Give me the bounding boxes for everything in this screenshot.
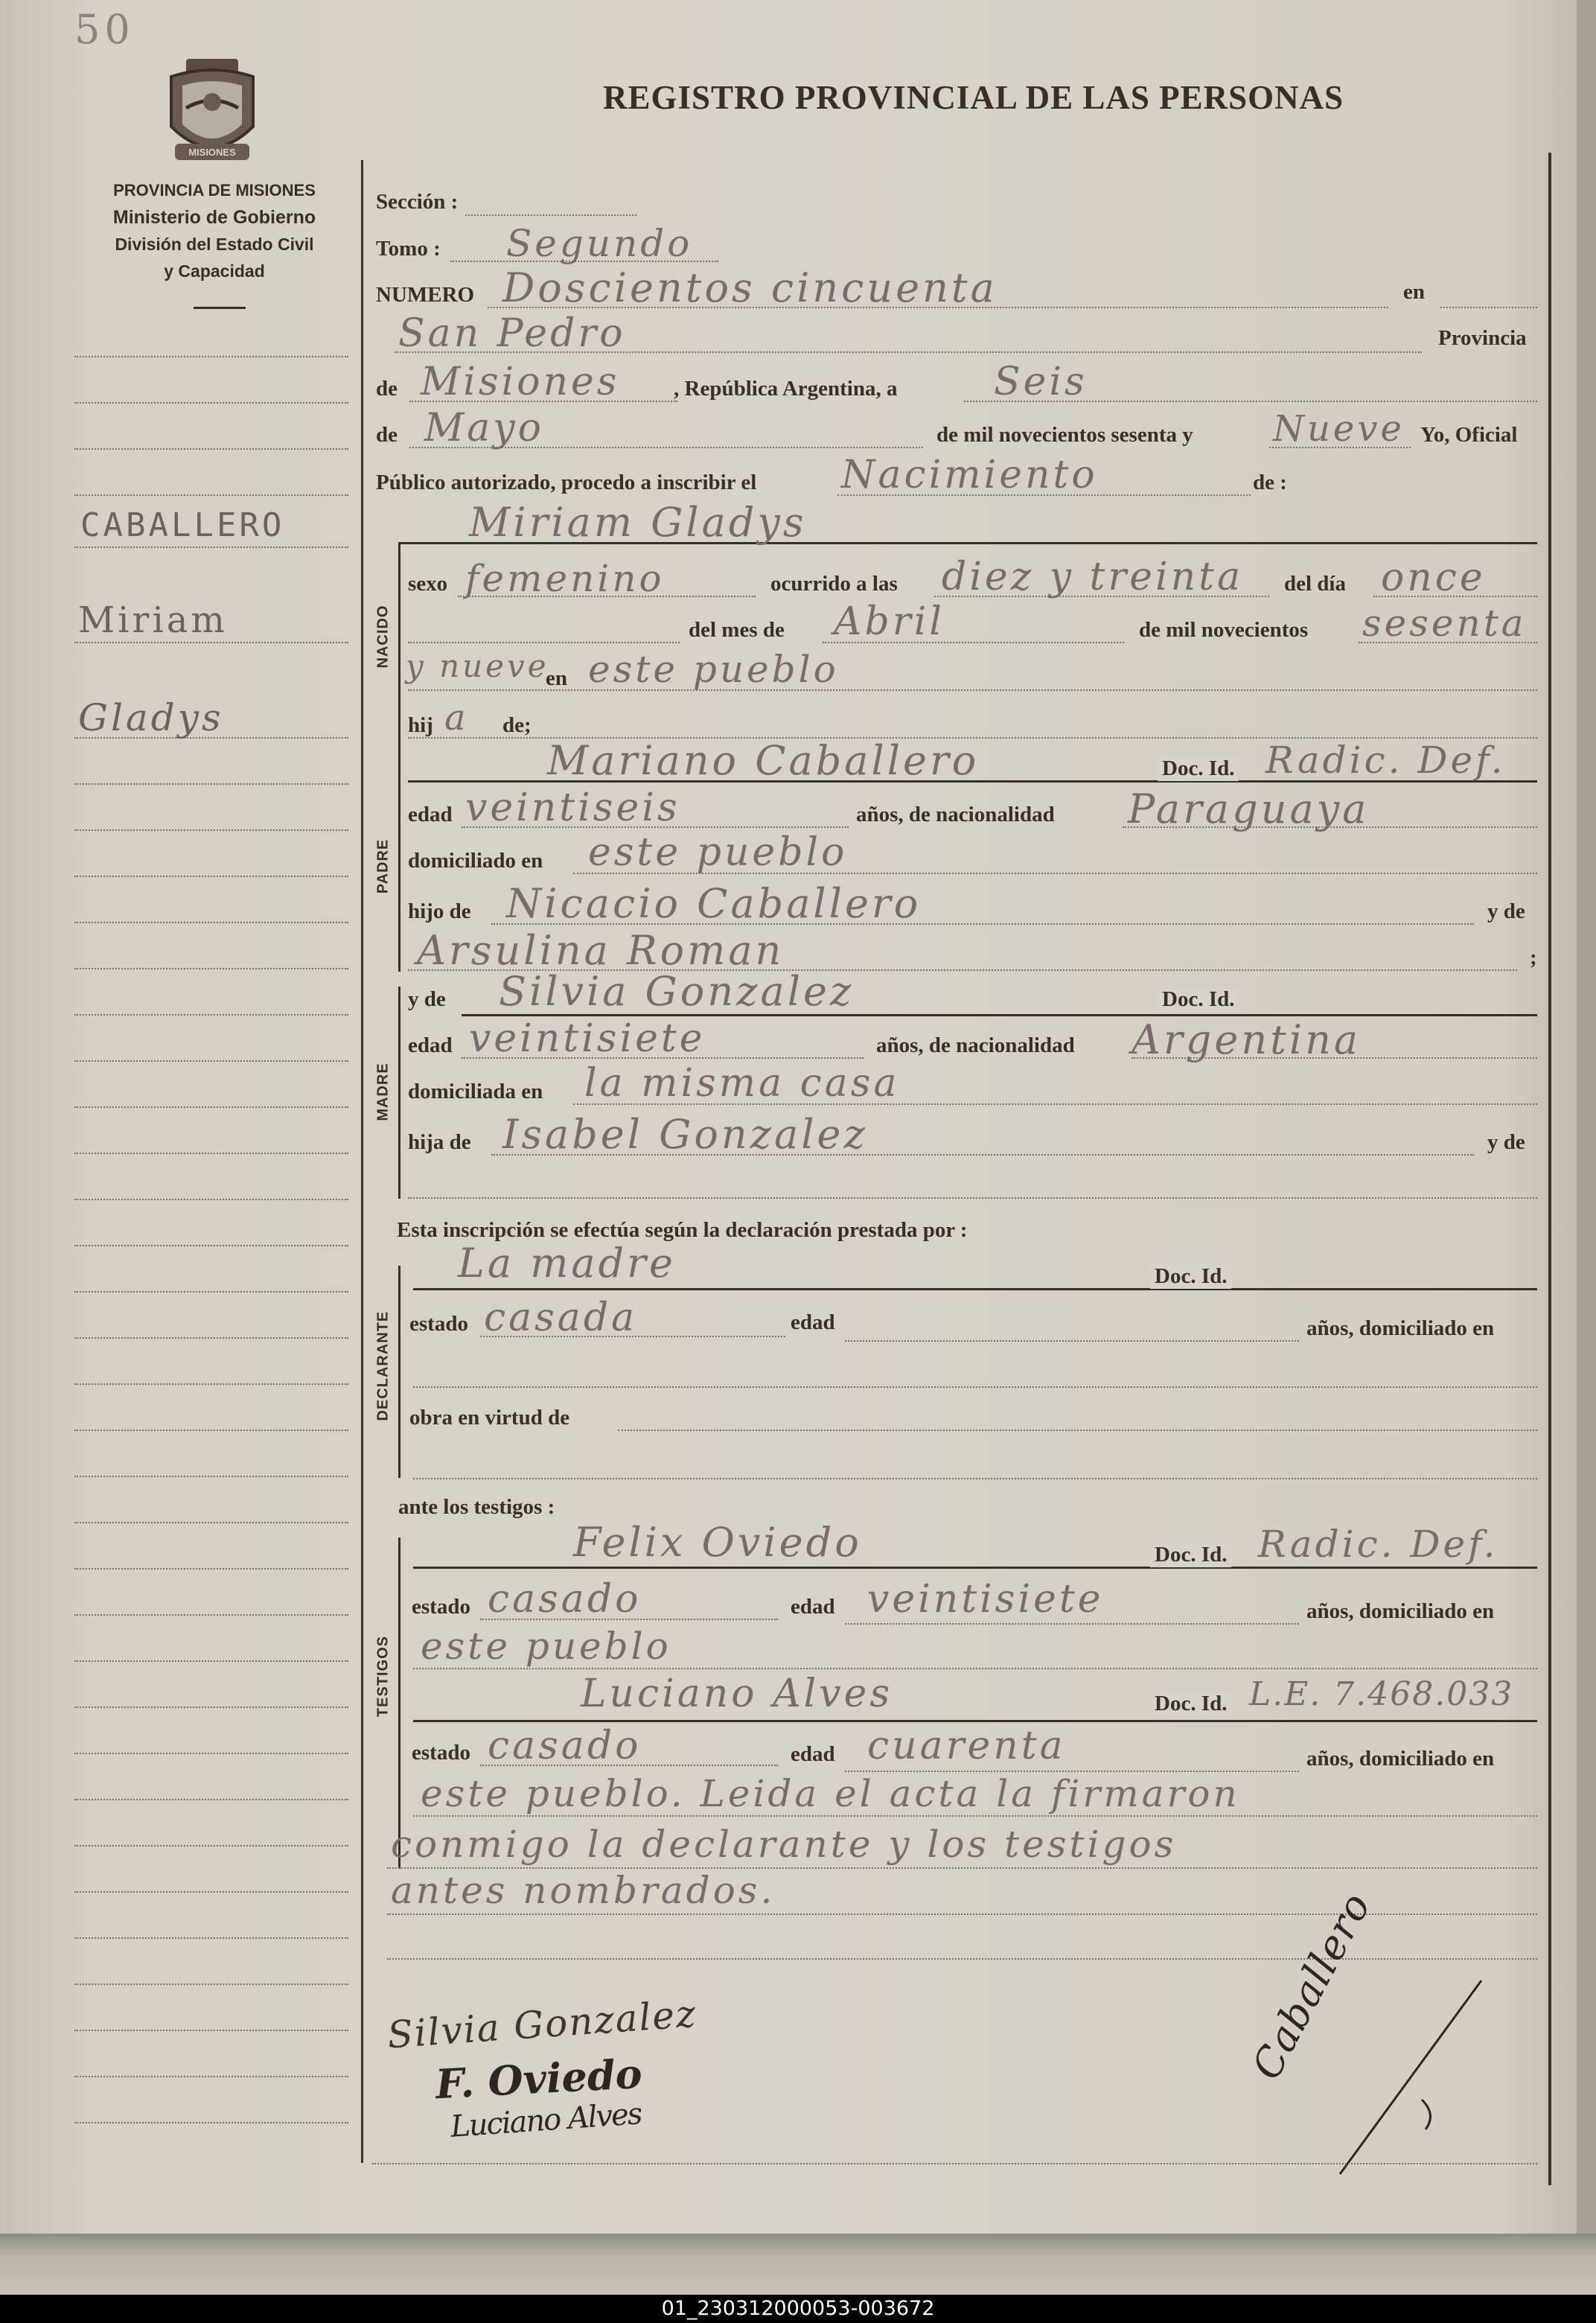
field-decl-dom-line [413, 1386, 1537, 1388]
left-column-rule [361, 160, 363, 2163]
label-madre-y-de: y de [408, 987, 446, 1011]
label-yo-oficial: Yo, Oficial [1420, 423, 1518, 447]
field-hij-suffix: a [444, 697, 469, 739]
signature-testigo1: F. Oviedo [434, 2049, 644, 2109]
label-t1-doc: Doc. Id. [1150, 1543, 1231, 1567]
office-province: PROVINCIA DE MISIONES [113, 181, 316, 200]
label-t2-edad: edad [791, 1742, 835, 1766]
testigo2-name-rule [413, 1720, 1537, 1722]
label-ante: ante los testigos : [398, 1495, 555, 1519]
padre-bracket [398, 767, 400, 972]
margin-line [74, 2122, 348, 2123]
field-lugar: San Pedro [398, 311, 626, 356]
field-t1-edad-line [845, 1623, 1299, 1625]
label-de-mes: de [376, 423, 398, 447]
testigo1-name-rule [413, 1567, 1537, 1569]
field-obra-line [618, 1430, 1537, 1431]
margin-line [74, 1337, 348, 1339]
field-mes: Mayo [424, 406, 544, 450]
field-t1-edad: veintisiete [867, 1577, 1104, 1622]
label-republica: , República Argentina, a [674, 377, 898, 401]
declarante-bracket [398, 1266, 400, 1478]
field-decl-edad-line [845, 1340, 1299, 1342]
closing-text-3: antes nombrados. [391, 1869, 776, 1912]
field-madre-extra-line [408, 1197, 1537, 1199]
field-madre-nombre: Silvia Gonzalez [499, 968, 855, 1015]
field-tomo: Segundo [506, 222, 693, 265]
margin-line [74, 1799, 348, 1800]
margin-line [74, 448, 348, 450]
label-madre-edad: edad [408, 1033, 453, 1057]
label-t1-estado: estado [412, 1595, 470, 1619]
field-sexo: femenino [465, 557, 665, 600]
label-declarante-doc: Doc. Id. [1150, 1264, 1231, 1289]
label-madre-doc: Doc. Id. [1158, 987, 1239, 1012]
label-tomo: Tomo : [376, 237, 441, 261]
margin-line [74, 1891, 348, 1893]
label-del-mes: del mes de [689, 618, 785, 642]
margin-line [74, 2076, 348, 2077]
margin-line [74, 1845, 348, 1846]
field-madre-edad: veintisiete [469, 1016, 706, 1061]
field-obra-line-2 [413, 1478, 1537, 1479]
label-numero: NUMERO [376, 283, 475, 307]
signature-testigo2: Luciano Alves [449, 2097, 642, 2144]
field-dia-nac: once [1381, 555, 1486, 600]
official-signature-stroke-icon [1332, 1973, 1511, 2182]
field-mes-nac-pre-line [408, 642, 680, 643]
field-madre-dom: la misma casa [584, 1061, 900, 1106]
field-madre-nac: Argentina [1131, 1016, 1362, 1063]
label-madre-nac: años, de nacionalidad [876, 1033, 1075, 1057]
field-seccion [465, 214, 636, 216]
label-obra: obra en virtud de [409, 1406, 570, 1430]
label-t2-domicilio: años, domiciliado en [1306, 1747, 1495, 1771]
label-de-colon: de : [1253, 471, 1287, 494]
field-dia: Seis [994, 360, 1088, 404]
margin-line [74, 494, 348, 496]
label-en: en [1403, 280, 1425, 304]
office-divider [194, 307, 246, 309]
margin-line [74, 1614, 348, 1616]
office-division: División del Estado Civil [115, 235, 314, 254]
label-hij: hij [408, 713, 433, 737]
field-t1-doc: Radic. Def. [1258, 1523, 1498, 1566]
label-madre-dom: domiciliada en [408, 1080, 543, 1103]
field-abuela-m: Isabel Gonzalez [502, 1111, 868, 1158]
field-testigo1: Felix Oviedo [573, 1519, 862, 1566]
page-right-edge [1577, 0, 1596, 2295]
label-en-lugar-nac: en [546, 666, 567, 690]
field-anio-nac: sesenta [1362, 602, 1527, 645]
margin-line [74, 1753, 348, 1754]
field-padre-doc: Radic. Def. [1265, 739, 1506, 782]
madre-bracket [398, 987, 400, 1199]
margin-line [74, 1568, 348, 1570]
margin-line [74, 1383, 348, 1385]
field-padre-dom: este pueblo [588, 830, 848, 875]
label-t2-estado: estado [412, 1741, 470, 1765]
field-padre-nombre: Mariano Caballero [547, 737, 980, 784]
office-capacity: y Capacidad [164, 261, 265, 281]
margin-line [74, 1153, 348, 1154]
office-block [66, 177, 363, 284]
label-ocurrido: ocurrido a las [770, 572, 898, 596]
signature-declarante: Silvia Gonzalez [386, 1992, 699, 2057]
margin-name-2: Gladys [78, 696, 224, 739]
field-padre-nac: Paraguaya [1128, 786, 1370, 832]
field-t2-estado: casado [488, 1724, 642, 1768]
label-decl-domicilio: años, domiciliado en [1306, 1316, 1495, 1340]
field-nombre: Miriam Gladys [469, 499, 807, 546]
field-provincia: Misiones [421, 360, 620, 404]
closing-text-2: conmigo la declarante y los testigos [391, 1823, 1177, 1866]
closing-line-4 [387, 1958, 1537, 1960]
label-sexo: sexo [408, 572, 448, 596]
margin-line [74, 2030, 348, 2031]
margin-line [74, 1660, 348, 1662]
field-hora: diez y treinta [942, 555, 1244, 599]
margin-line [74, 1199, 348, 1200]
margin-line [74, 1245, 348, 1246]
page-bottom-edge [0, 2234, 1596, 2295]
label-mil-novecientos: de mil novecientos [1139, 618, 1309, 642]
label-madre-hija-de: hija de [408, 1130, 471, 1154]
margin-line [74, 1983, 348, 1985]
label-inscripcion: Esta inscripción se efectúa según la declaración prestada por : [397, 1218, 968, 1242]
field-mes-nac: Abril [834, 599, 945, 644]
field-acto: Nacimiento [841, 453, 1098, 497]
field-anio: Nueve [1273, 408, 1405, 450]
label-madre-y-de-2: y de [1487, 1130, 1525, 1154]
label-semicolon: ; [1530, 946, 1537, 969]
label-publico: Público autorizado, procedo a inscribir el [376, 471, 757, 494]
label-t1-edad: edad [791, 1595, 835, 1619]
margin-line [74, 356, 348, 357]
margin-line [74, 642, 348, 643]
field-numero: Doscientos cincuenta [502, 264, 998, 311]
label-provincia: Provincia [1438, 326, 1527, 350]
closing-text-1: este pueblo. Leida el acta la firmaron [421, 1772, 1240, 1815]
margin-surname: CABALLERO [80, 506, 285, 544]
margin-line [74, 922, 348, 923]
field-declarante: La madre [458, 1240, 676, 1287]
label-padre-dom: domiciliado en [408, 849, 543, 873]
margin-name-1: Miriam [78, 599, 228, 641]
label-t1-domicilio: años, domiciliado en [1306, 1599, 1495, 1623]
margin-line [74, 1476, 348, 1477]
field-decl-estado: casada [484, 1296, 638, 1340]
field-t2-doc: L.E. 7.468.033 [1249, 1675, 1514, 1713]
right-column-rule [1548, 153, 1551, 2185]
field-abuelo-p: Nicacio Caballero [506, 880, 922, 927]
field-padre-edad: veintiseis [465, 786, 680, 830]
label-t2-doc: Doc. Id. [1150, 1692, 1231, 1716]
label-decl-estado: estado [409, 1312, 468, 1336]
label-seccion: Sección : [376, 190, 459, 214]
page-number: 50 [74, 6, 135, 53]
label-mil-sesenta: de mil novecientos sesenta y [936, 423, 1193, 447]
label-del-dia: del día [1284, 572, 1346, 596]
margin-line [74, 783, 348, 785]
label-padre-doc: Doc. Id. [1158, 756, 1239, 781]
closing-line-1 [413, 1815, 1537, 1817]
label-padre-edad: edad [408, 803, 453, 826]
margin-line [74, 1937, 348, 1939]
office-ministry: Ministerio de Gobierno [112, 207, 316, 228]
field-t1-estado: casado [488, 1577, 642, 1622]
nacido-bracket [398, 542, 400, 769]
declarante-name-rule [413, 1288, 1537, 1290]
signature-area-line [372, 2163, 1537, 2164]
label-de-provincia: de [376, 377, 398, 401]
field-t2-edad: cuarenta [867, 1724, 1066, 1768]
label-padre-hijo-de: hijo de [408, 899, 471, 923]
margin-line [74, 547, 348, 548]
field-lugar-nac-line [408, 689, 1537, 691]
seal-ribbon-text: MISIONES [188, 147, 236, 158]
field-lugar-nac: este pueblo [588, 648, 839, 691]
label-de-semi: de; [502, 713, 532, 737]
field-t1-dom-line [413, 1668, 1537, 1669]
field-testigo2: Luciano Alves [581, 1672, 893, 1716]
section-nacido: NACIDO [374, 605, 392, 669]
field-anio-nac-cont: y nueve [406, 648, 549, 684]
document-title: REGISTRO PROVINCIAL DE LAS PERSONAS [603, 79, 1344, 116]
margin-line [74, 1291, 348, 1293]
section-declarante: DECLARANTE [374, 1310, 392, 1421]
margin-line [74, 1707, 348, 1708]
margin-line [74, 1522, 348, 1523]
margin-line [74, 1060, 348, 1062]
label-decl-edad: edad [791, 1310, 835, 1334]
margin-line [74, 968, 348, 969]
footer-file-id: 01_230312000053-003672 [661, 2297, 935, 2320]
margin-line [74, 876, 348, 877]
field-en-line [1440, 307, 1537, 308]
field-abuela-p: Arsulina Roman [417, 927, 785, 974]
label-padre-nac: años, de nacionalidad [856, 803, 1055, 826]
margin-line [74, 829, 348, 831]
section-padre: PADRE [374, 838, 392, 894]
margin-line [74, 402, 348, 404]
testigos-bracket [398, 1537, 400, 1869]
margin-line [74, 1430, 348, 1431]
margin-line [74, 1106, 348, 1108]
margin-line [74, 1014, 348, 1016]
label-padre-y-de: y de [1487, 899, 1525, 923]
field-t1-dom: este pueblo [421, 1625, 671, 1668]
signature-official: Caballero [1242, 1884, 1380, 2087]
section-madre: MADRE [374, 1062, 392, 1121]
section-testigos: TESTIGOS [374, 1635, 392, 1718]
